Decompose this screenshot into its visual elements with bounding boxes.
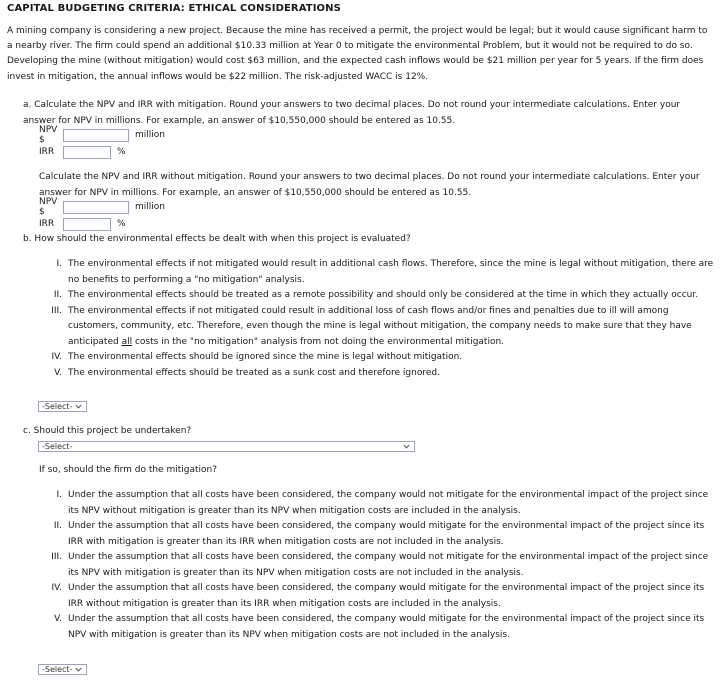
chevron-down-icon — [74, 665, 83, 674]
part-c-option-4 — [46, 581, 718, 612]
part-a-prompt-with: a. Calculate the NPV and IRR with mitigation. Round your answers to two decimal places. Do not round your intermediate calculations. Enter your answer for NPV in millions. For example, an answer of $10,550,000 should be entered as 10.55. — [23, 100, 681, 126]
part-c-option-3 — [46, 550, 718, 581]
part-c-followup: If so, should the firm do the mitigation? — [39, 465, 218, 475]
select-value: -Select- — [42, 402, 73, 411]
irr-with-input[interactable] — [63, 146, 111, 159]
part-b-option-1 — [46, 257, 718, 288]
npv-label: NPV $ — [39, 197, 58, 217]
part-c-option-5 — [46, 612, 718, 643]
irr-label: IRR — [39, 219, 55, 229]
select-value: -Select- — [42, 442, 73, 451]
option-text-after: costs in the "no mitigation" analysis from not doing the environmental mitigation. — [132, 336, 505, 347]
irr-with-row — [39, 145, 126, 159]
npv-without-input[interactable] — [63, 201, 129, 214]
chevron-down-icon — [402, 442, 411, 451]
option-text: The environmental effects if not mitigated would result in additional cash flows. Therefore, since the mine is legal without mitigation, there are no benefits to performing a "no mitigation" analysis. — [68, 259, 714, 285]
option-number: IV. — [51, 583, 62, 593]
part-b-option-4 — [46, 350, 718, 366]
option-text: The environmental effects should be treated as a sunk cost and therefore ignored. — [68, 367, 440, 378]
option-text: Under the assumption that all costs have been considered, the company would mitigate for the environmental impact of the project since its IRR with mitigation is greater than its IRR when mitigation costs are not included in the analysis. — [68, 521, 705, 547]
part-c-options — [46, 488, 718, 643]
npv-label: NPV $ — [39, 125, 58, 145]
npv-with-input[interactable] — [63, 129, 129, 142]
part-b-option-5 — [46, 366, 718, 382]
select-value: -Select- — [42, 665, 73, 674]
part-b-select[interactable] — [38, 401, 87, 412]
part-c-mitigation-select[interactable] — [38, 664, 87, 675]
option-text: The environmental effects should be ignored since the mine is legal without mitigation. — [68, 352, 463, 362]
part-c-option-1 — [46, 488, 718, 519]
option-text: Under the assumption that all costs have been considered, the company would mitigate for the environmental impact of the project since its NPV with mitigation is greater than its NPV when mitigation costs are not included in the analysis. — [68, 614, 705, 640]
part-c-option-2 — [46, 519, 718, 550]
option-text-underline: all — [121, 336, 133, 347]
npv-without-row — [39, 197, 165, 217]
option-text-before: The environmental effects if not mitigated could result in additional loss of cash flows and/or fines and penalties due to ill will among customers, community, etc. Therefore, even though the mine is legal without mitigation, the company needs to make sure that they have anticipated — [68, 305, 692, 347]
problem-intro: A mining company is considering a new project. Because the mine has received a permit, the project would be legal; but it would cause significant harm to a nearby river. The firm could spend an additional $10.33 million at Year 0 to mitigate the environmental Problem, but it would not be required to do so. Developing the mine (without mitigation) would cost $63 million, and the expected cash inflows would be $21 million per year for 5 years. If the firm does invest in mitigation, the annual inflows would be $22 million. The risk-adjusted WACC is 12%. — [7, 26, 708, 82]
option-number: II. — [53, 290, 62, 300]
irr-without-row — [39, 217, 126, 231]
part-b-option-3 — [46, 304, 718, 351]
irr-without-input[interactable] — [63, 218, 111, 231]
page-title: CAPITAL BUDGETING CRITERIA: ETHICAL CONSIDERATIONS — [7, 3, 341, 14]
irr-label: IRR — [39, 147, 55, 157]
chevron-down-icon — [74, 402, 83, 411]
part-c-question: c. Should this project be undertaken? — [23, 426, 192, 436]
option-text: Under the assumption that all costs have been considered, the company would mitigate for the environmental impact of the project since its IRR without mitigation is greater than its IRR when mitigation costs are included in the analysis. — [68, 583, 705, 609]
option-number: III. — [51, 552, 62, 562]
option-number: II. — [53, 521, 62, 531]
part-b-option-2 — [46, 288, 718, 304]
part-a-prompt-without: Calculate the NPV and IRR without mitigation. Round your answers to two decimal places. Do not round your intermediate calculations. Enter your answer for NPV in millions. For example, an answer of $10,550,000 should be entered as 10.55. — [39, 172, 700, 198]
option-number: III. — [51, 305, 62, 316]
option-number: V. — [54, 367, 62, 378]
option-number: V. — [54, 614, 62, 624]
option-text: Under the assumption that all costs have been considered, the company would not mitigate for the environmental impact of the project since its NPV with mitigation is greater than its NPV when mitigation costs are not included in the analysis. — [68, 552, 709, 578]
option-number: I. — [56, 490, 62, 500]
npv-unit: million — [135, 130, 165, 140]
option-text: The environmental effects should be treated as a remote possibility and should only be considered at the time in which they actually occur. — [68, 290, 699, 300]
option-number: I. — [56, 259, 62, 269]
irr-unit: % — [117, 219, 126, 229]
part-c-undertake-select[interactable] — [38, 441, 415, 452]
npv-with-row — [39, 125, 165, 145]
part-b-question: b. How should the environmental effects be dealt with when this project is evaluated? — [23, 234, 411, 244]
option-number: IV. — [51, 352, 62, 362]
irr-unit: % — [117, 147, 126, 157]
part-b-options — [46, 257, 718, 381]
npv-unit: million — [135, 202, 165, 212]
option-text: Under the assumption that all costs have been considered, the company would not mitigate for the environmental impact of the project since its NPV without mitigation is greater than its NPV when mitigation costs are included in the analysis. — [68, 490, 709, 516]
